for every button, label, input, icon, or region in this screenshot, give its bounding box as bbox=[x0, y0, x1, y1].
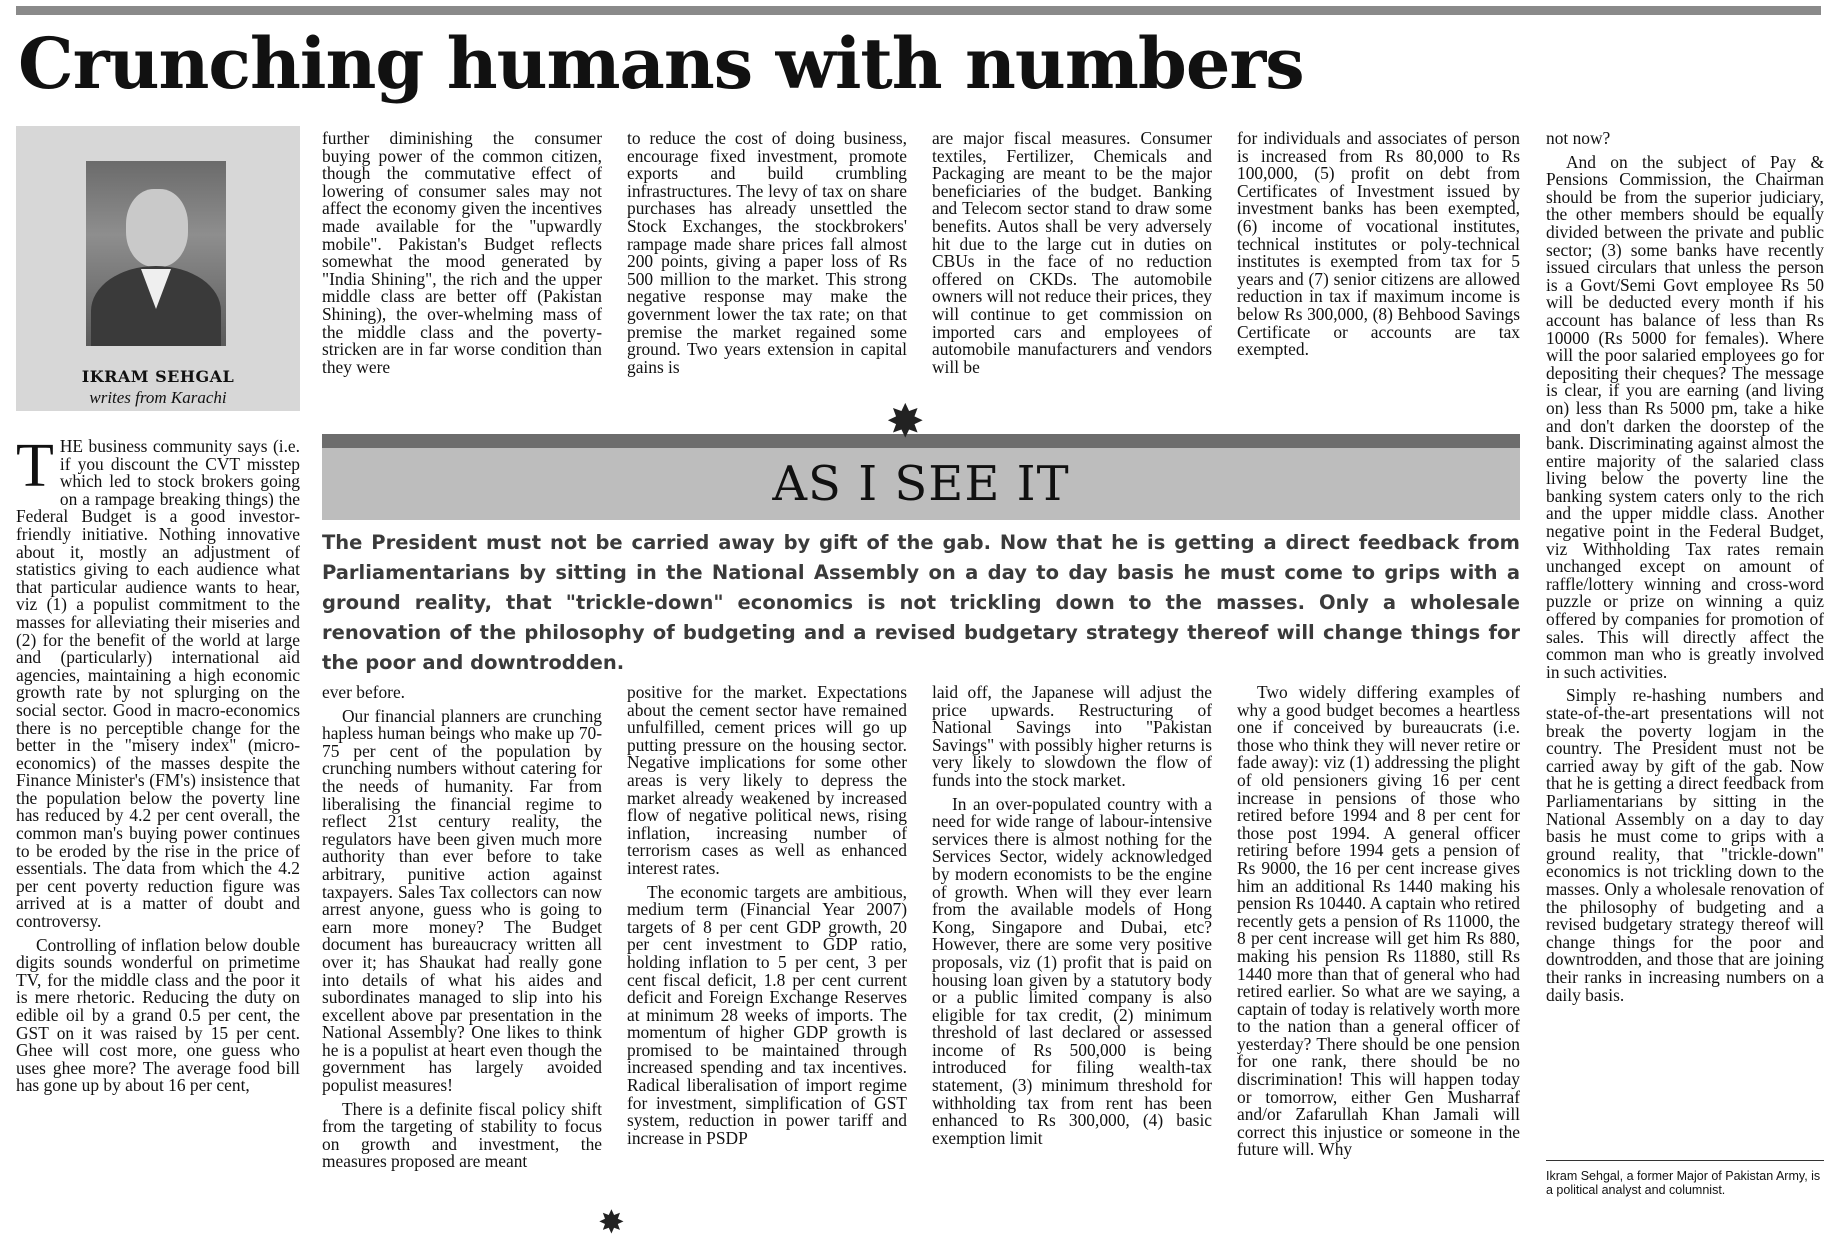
portrait-head bbox=[126, 189, 188, 267]
col1-para-1 bbox=[16, 438, 300, 931]
top-rule bbox=[16, 6, 1821, 15]
column-3-top bbox=[627, 130, 907, 416]
column-4-bottom bbox=[932, 684, 1212, 1228]
column-3-bottom bbox=[627, 684, 907, 1228]
author-portrait bbox=[86, 161, 226, 346]
headline: Crunching humans with numbers bbox=[18, 22, 1304, 105]
col4-bottom-para-1: laid off, the Japanese will adjust the price upwards. Restructuring of National Savings into "Pakistan Savings" with possibly higher returns is very likely to slowdown the flow of funds into the stock market. bbox=[932, 684, 1212, 790]
starburst-icon: ✸ bbox=[598, 1203, 625, 1241]
col2-bottom-para-2: Our financial planners are crunching hapless human beings who make up 70-75 per cent of the population by crunching numbers without catering for the needs of humanity. Far from liberalising the financial regime to reflect 21st century reality, the regulators have been given much more authority than ever before to take arbitrary, punitive action against taxpayers. Sales Tax collectors can now arrest anyone, guess who is going to earn more money? The Budget document has bureaucracy written all over it; has Shaukat had really gone into details of what his aides and subordinates managed to slip into his excellent above par presentation in the National Assembly? One likes to think he is a populist at heart even though the government has largely avoided populist measures! bbox=[322, 705, 602, 1096]
col6-para-2: And on the subject of Pay & Pensions Commission, the Chairman should be from the superior judiciary, the other members should be equally divided between the private and public sector; (3) some banks have recently issued circulars that unless the person is a Govt/Semi Govt employee Rs 50 will be deducted every month if his account has balance of less than Rs 10000 (Rs 5000 for females). Where will the poor salaried employees go for depositing their cheques? The message is clear, if you are earning (and living on) less than Rs 5000 pm, take a hike and don't darken the doorstep of the bank. Discriminating against almost the entire majority of the salaried class living below the poverty line the banking system caters only to the rich and the upper middle class. Another negative point in the Federal Budget, viz Withholding Tax rates remain unchanged except on amount of raffle/lottery winning and cross-word puzzle or prize on winning a quiz offered by companies for promotion of sales. This will directly affect the common man who is greatly involved in such activities. bbox=[1546, 151, 1824, 682]
column-5-bottom bbox=[1237, 684, 1520, 1228]
col2-bottom-para-3: There is a definite fiscal policy shift from the targeting of stability to focus on growth and investment, the measures proposed are meant bbox=[322, 1098, 602, 1172]
footnote-rule bbox=[1546, 1160, 1824, 1161]
dropcap: T bbox=[16, 438, 54, 500]
col1-para-2: Controlling of inflation below double digits sounds wonderful on primetime TV, for the middle class and the poor it is mere rhetoric. Reducing the duty on edible oil by a grand 0.5 per cent, the GST on it was raised by 15 per cent. Ghee will cost more, one guess who uses ghee more? The average food bill has gone up by about 16 per cent, bbox=[16, 934, 300, 1096]
col3-bottom-para-1: positive for the market. Expectations about the cement sector have remained unfulfilled, cement prices will go up putting pressure on the housing sector. Negative implications for some other areas is very likely to depress the market already weakened by increased flow of negative political news, rising inflation, increasing number of terrorism cases as well as enhanced interest rates. bbox=[627, 684, 907, 878]
col3-bottom-para-2: The economic targets are ambitious, medium term (Financial Year 2007) targets of 8 per cent GDP growth, 20 per cent investment to GDP ratio, holding inflation to 5 per cent, 3 per cent fiscal deficit, 1.8 per cent current deficit and Foreign Exchange Reserves at minimum 28 weeks of imports. The momentum of higher GDP growth is promised to be maintained through increased spending and tax incentives. Radical liberalisation of import regime for investment, simplification of GST system, reduction in power tariff and increase in PSDP bbox=[627, 881, 907, 1148]
col4-top-text: are major fiscal measures. Consumer textiles, Fertilizer, Chemicals and Packaging are meant to be the major beneficiaries of the budget. Banking and Telecom sector stand to draw some benefits. Autos shall be very adversely hit due to the large cut in duties on CBUs in the face of no reduction offered on CKDs. The automobile owners will not reduce their prices, they will continue to get commission on imported cars and employees of automobile manufacturers and vendors will be bbox=[932, 130, 1212, 377]
column-4-top bbox=[932, 130, 1212, 416]
author-footnote: Ikram Sehgal, a former Major of Pakistan Army, is a political analyst and columnist. bbox=[1546, 1169, 1821, 1197]
column-5-top bbox=[1237, 130, 1520, 416]
byline-name: IKRAM SEHGAL bbox=[81, 367, 235, 386]
col5-top-text: for individuals and associates of person is increased from Rs 80,000 to Rs 100,000, (5) profit on debt from Certificates of Investment issued by investment banks has been exempted, (6) income of vocational institutes, technical institutes or poly-technical institutes is exempted from tax for 5 years and (7) senior citizens are allowed reduction in tax if maximum income is below Rs 300,000, (8) Behbood Savings Certificate or accounts are tax exempted. bbox=[1237, 130, 1520, 360]
col6-para-1: not now? bbox=[1546, 130, 1611, 148]
col5-bottom-para-1: Two widely differing examples of why a good budget becomes a heartless one if conceived by bureaucrats (i.e. those who think they will never retire or fade away): viz (1) addressing the plight of old pensioners giving 16 per cent increase in pensions of those who retired before 1994 and 8 per cent for those post 1994. A general officer retiring before 1994 gets a pension of Rs 9000, the 16 per cent increase gives him an additional Rs 1440 making his pension Rs 10440. A captain who retired recently gets a pension of Rs 11000, the 8 per cent increase will get him Rs 880, making his pension Rs 11880, still Rs 1440 more than that of general who had retired earlier. So what are we saying, a captain of today is relatively worth more to the nation than a general officer of yesterday? There should be one pension for one rank, there should be no discrimination! This will happen today or tomorrow, either Gen Musharraf and/or Zafarullah Khan Jamali will correct this injustice or someone in the future will. Why bbox=[1237, 684, 1520, 1160]
starburst-icon: ✸ bbox=[886, 394, 925, 448]
section-title: AS I SEE IT bbox=[772, 456, 1070, 512]
col3-top-text: to reduce the cost of doing business, encourage fixed investment, promote exports and build crumbling infrastructures. The levy of tax on share purchases has already unsettled the Stock Exchanges, the stockbrokers' rampage made share prices fall almost 200 points, giving a paper loss of Rs 500 million to the market. This strong negative response may make the government lower the tax rate; on that premise the market regained some ground. Two years extension in capital gains is bbox=[627, 130, 907, 377]
col6-para-3: Simply re-hashing numbers and state-of-the-art presentations will not break the poverty logjam in the country. The President must not be carried away by gift of the gab. Now that he is getting a direct feedback from Parliamentarians by sitting in the National Assembly on a day to day basis he must come to grips with a ground reality, that "trickle-down" economics is not trickling down to the masses. Only a wholesale renovation of the philosophy of budgeting and a revised budgetary strategy thereof will change things for the poor and downtrodden, and those that are joining their ranks in increasing numbers on a daily basis. bbox=[1546, 685, 1824, 1005]
col2-bottom-para-1: ever before. bbox=[322, 684, 406, 702]
deck: The President must not be carried away by gift of the gab. Now that he is getting a direct feedback from Parliamentarians by sitting in the National Assembly on a day to day basis he must come to grips with a ground reality, that "trickle-down" economics is not trickling down to the masses. Only a wholesale renovation of the philosophy of budgeting and a revised budgetary strategy thereof will change things for the poor and downtrodden. bbox=[322, 531, 1520, 674]
column-2-bottom bbox=[322, 684, 602, 1228]
column-6 bbox=[1546, 130, 1824, 1154]
column-2-top bbox=[322, 130, 602, 416]
col2-top-text: further diminishing the consumer buying power of the common citizen, though the commutative effect of lowering of consumer sales may not affect the economy given the incentives made available for the "upwardly mobile". Pakistan's Budget reflects somewhat the mood generated by "India Shining", the rich and the upper middle class are better off (Pakistan Shining), the over-whelming mass of the middle class and the poverty-stricken are in far worse condition than they were bbox=[322, 130, 602, 377]
column-1 bbox=[16, 438, 300, 1228]
col4-bottom-para-2: In an over-populated country with a need for wide range of labour-intensive services there is almost nothing for the Services Sector, widely acknowledged by modern economists to be the engine of growth. When will they ever learn from the available models of Hong Kong, Singapore and Dubai, etc? However, there are some very positive proposals, viz (1) profit that is paid on housing loan given by a statutory body or a public limited company is also eligible for tax credit, (2) minimum threshold of last declared or assessed income of Rs 500,000 is being introduced for filing wealth-tax statement, (3) minimum threshold for withholding tax from rent has been enhanced to Rs 300,000, (4) basic exemption limit bbox=[932, 793, 1212, 1148]
byline-location: writes from Karachi bbox=[89, 388, 227, 407]
col1-para-1-text: HE business community says (i.e. if you discount the CVT misstep which led to stock brokers going on a rampage breaking things) the Federal Budget is a good investor-friendly initiative. Nothing innovative about it, mostly an adjustment of statistics giving to each audience what that particular audience wants to hear, viz (1) a populist commitment to the masses for alleviating their miseries and (2) for the benefit of the world at large and (particularly) international aid agencies, maintaining a high economic growth rate by not splurging on the social sector. Good in macro-economics there is no perceptible change for the better in the "misery index" (micro-economics) of the masses despite the Finance Minister's (FM's) insistence that the population below the poverty line has reduced by 4.2 per cent overall, the common man's buying power continues to be eroded by the rise in the price of essentials. The data from which the 4.2 per cent poverty reduction figure was arrived at is a matter of doubt and controversy. bbox=[16, 438, 300, 932]
